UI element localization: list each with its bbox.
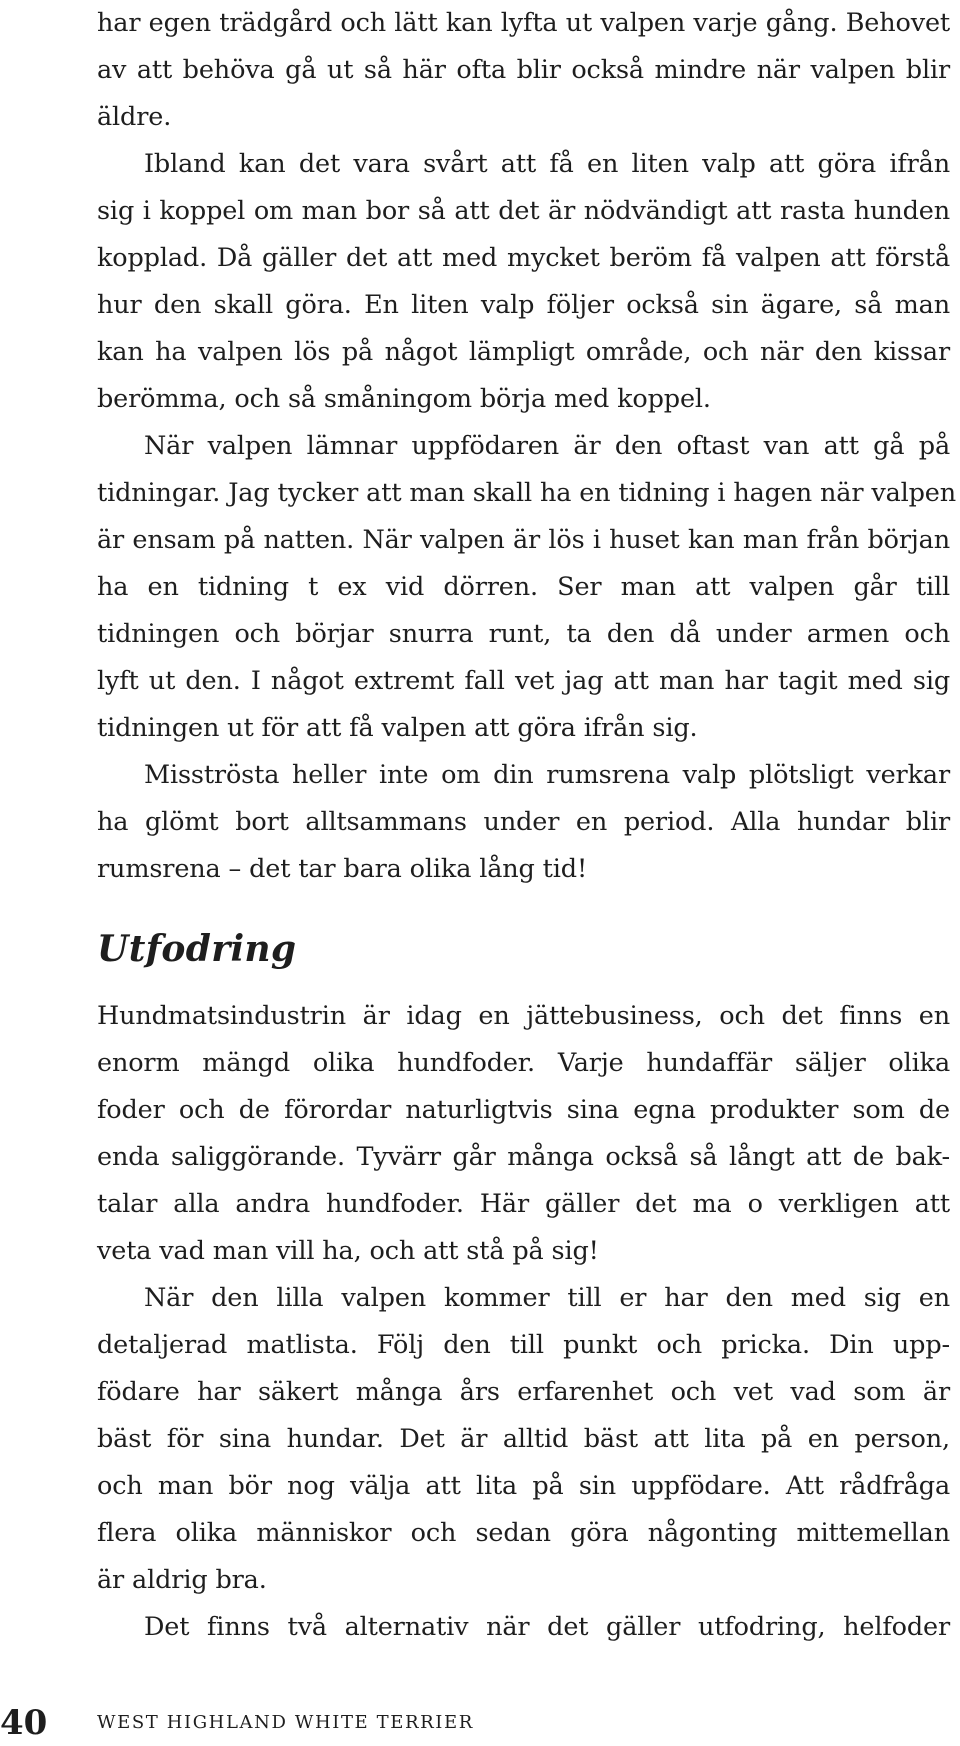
text-line: berömma, och så småningom börja med koppel.: [97, 384, 711, 414]
text-line: och man bör nog välja att lita på sin uppfödare. Att rådfråga: [97, 1471, 950, 1501]
text-line: talar alla andra hundfoder. Här gäller det ma o verkligen att: [97, 1189, 950, 1219]
text-line: rumsrena – det tar bara olika lång tid!: [97, 854, 588, 884]
page-number: 40: [0, 1703, 48, 1743]
text-line: Hundmatsindustrin är idag en jättebusiness, och det finns en: [97, 1001, 950, 1031]
text-line: foder och de förordar naturligtvis sina egna produkter som de: [97, 1095, 950, 1125]
text-section-rumsrenhet: [97, 0, 957, 893]
text-section-utfodring: [97, 993, 950, 1651]
text-line: detaljerad matlista. Följ den till punkt och pricka. Din upp-: [97, 1330, 950, 1360]
text-line: bäst för sina hundar. Det är alltid bäst att lita på en person,: [97, 1424, 950, 1454]
text-line: har egen trädgård och lätt kan lyfta ut valpen varje gång. Behovet: [97, 8, 950, 38]
text-line: av att behöva gå ut så här ofta blir också mindre när valpen blir: [97, 55, 950, 85]
text-line: sig i koppel om man bor så att det är nödvändigt att rasta hunden: [97, 196, 950, 226]
text-line: veta vad man vill ha, och att stå på sig!: [97, 1236, 599, 1266]
text-line: äldre.: [97, 102, 172, 132]
text-line: födare har säkert många års erfarenhet och vet vad som är: [97, 1377, 950, 1407]
text-line: hur den skall göra. En liten valp följer också sin ägare, så man: [97, 290, 950, 320]
text-line: tidningen ut för att få valpen att göra ifrån sig.: [97, 713, 698, 743]
text-line: När den lilla valpen kommer till er har den med sig en: [144, 1283, 950, 1313]
text-line: När valpen lämnar uppfödaren är den oftast van att gå på: [144, 431, 950, 461]
text-line: kopplad. Då gäller det att med mycket beröm få valpen att förstå: [97, 243, 950, 273]
text-line: flera olika människor och sedan göra någonting mittemellan: [97, 1518, 950, 1548]
running-title: WEST HIGHLAND WHITE TERRIER: [97, 1712, 474, 1733]
text-line: lyft ut den. I något extremt fall vet jag att man har tagit med sig: [97, 666, 950, 696]
page-footer: [0, 1700, 960, 1746]
section-heading: Utfodring: [97, 928, 297, 970]
text-line: enda saliggörande. Tyvärr går många också så långt att de bak-: [97, 1142, 950, 1172]
text-line: ha en tidning t ex vid dörren. Ser man att valpen går till: [97, 572, 950, 602]
text-line: är aldrig bra.: [97, 1565, 267, 1595]
text-line: tidningen och börjar snurra runt, ta den då under armen och: [97, 619, 950, 649]
text-line: tidningar. Jag tycker att man skall ha en tidning i hagen när valpen: [97, 478, 957, 508]
text-line: Ibland kan det vara svårt att få en liten valp att göra ifrån: [144, 149, 950, 179]
text-line: är ensam på natten. När valpen är lös i huset kan man från början: [97, 525, 950, 555]
text-line: enorm mängd olika hundfoder. Varje hundaffär säljer olika: [97, 1048, 950, 1078]
text-line: Det finns två alternativ när det gäller utfodring, helfoder: [144, 1612, 950, 1642]
text-line: kan ha valpen lös på något lämpligt område, och när den kissar: [97, 337, 950, 367]
text-line: ha glömt bort alltsammans under en period. Alla hundar blir: [97, 807, 950, 837]
text-line: Misströsta heller inte om din rumsrena valp plötsligt verkar: [144, 760, 950, 790]
